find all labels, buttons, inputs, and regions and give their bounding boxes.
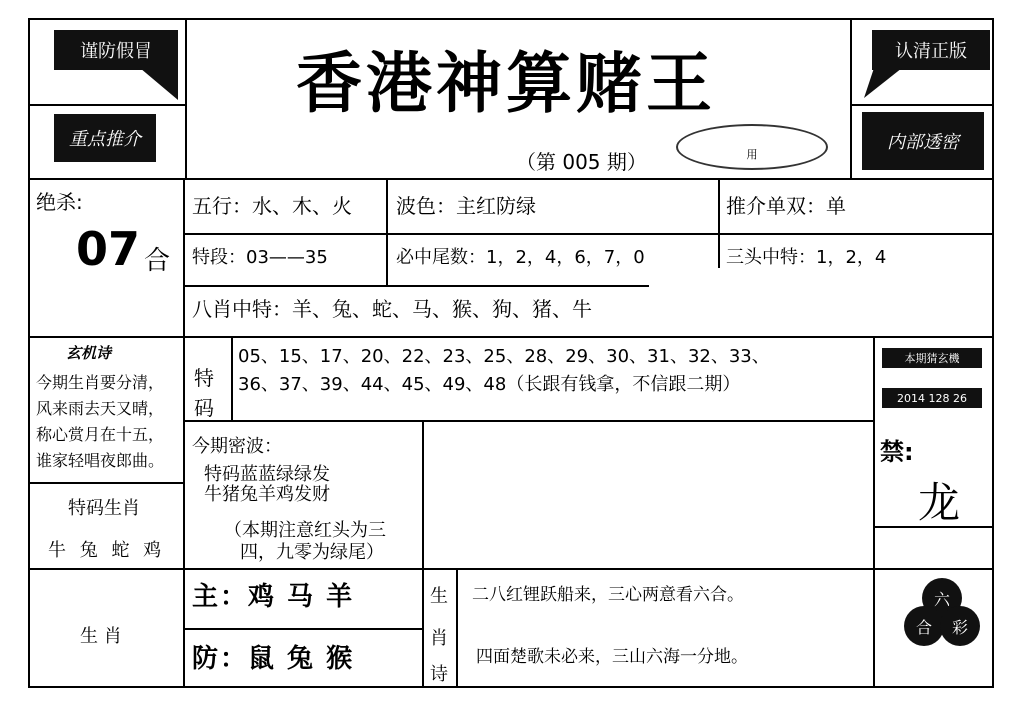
divider [28,568,994,570]
santou-text: 三头中特：1，2，4 [726,247,887,268]
label-right [862,112,984,170]
poem-line: 风来雨去天又晴， [36,399,165,418]
badge-right [872,30,990,70]
guess-date [882,388,982,408]
divider [185,18,187,178]
divider [28,336,994,338]
divider [183,285,649,287]
badge-left [54,30,178,70]
danshuang-text: 推介单双：单 [726,194,846,218]
speech-tail-icon [140,68,180,102]
weishu-text: 必中尾数：1，2，4，6，7，0 [396,247,645,268]
tema-shengxiao-title: 特码生肖 [68,498,140,519]
stamp-seal [676,124,828,170]
divider [850,18,852,178]
wuxing-text: 五行：水、木、火 [192,194,352,218]
badge-left-text: 谨防假冒 [80,41,152,62]
guess-label [882,348,982,368]
mibo-note: 四，九零为绿尾） [240,542,384,563]
stamp-text: 用 [746,148,758,161]
bose-text: 波色：主红防绿 [396,194,536,218]
tema-numbers: 36、37、39、44、45、49、48（长跟有钱拿，不信跟二期） [238,374,741,395]
divider [873,336,875,568]
poem-line: 今期生肖要分清， [36,373,165,392]
bottom-poem-line: 二八红锂跃船来，三心两意看六合。 [472,585,744,605]
poem-label: 生 [430,586,448,607]
poem-line: 谁家轻唱夜郎曲。 [36,451,165,470]
baxiao-text: 八肖中特：羊、兔、蛇、马、猴、狗、猪、牛 [192,297,592,321]
shengxiao-label: 生 肖 [80,626,122,647]
divider [28,104,185,106]
mibo-title: 今期密波： [192,436,282,457]
forbidden-label: 禁: [880,438,914,466]
forbidden-value: 龙 [918,478,961,527]
divider [183,178,185,338]
logo-char: 彩 [951,617,968,637]
poem-label: 诗 [430,664,448,685]
speech-tail-icon [864,68,904,100]
divider [718,178,720,268]
liuhecai-logo [900,578,986,662]
tema-label: 码 [194,396,214,420]
tema-numbers: 05、15、17、20、22、23、25、28、29、30、31、32、33、 [238,346,770,367]
label-left [54,114,156,162]
tema-shengxiao-items: 牛 兔 蛇 鸡 [48,540,166,561]
fang-text: 防：鼠 兔 猴 [192,644,355,674]
label-left-text: 重点推介 [69,129,141,150]
divider [183,336,185,688]
teduan-text: 特段：03——35 [192,247,328,268]
divider [28,482,183,484]
badge-right-text: 认清正版 [895,41,967,62]
divider [28,178,994,180]
issue-number: （第 005 期） [516,150,647,174]
divider [386,178,388,286]
bottom-poem-line: 四面楚歌未必来，三山六海一分地。 [476,647,748,667]
logo-char: 六 [933,589,950,609]
kill-suffix: 合 [144,246,171,276]
page-title: 香港神算赌王 [296,44,716,122]
divider [873,568,875,688]
divider [850,104,994,106]
mibo-line: 特码蓝蓝绿绿发 [204,464,330,485]
zhu-text: 主：鸡 马 羊 [192,582,355,612]
poem-line: 称心赏月在十五， [36,425,165,444]
mibo-note: （本期注意红头为三 [224,520,386,541]
tema-label: 特 [194,366,214,390]
logo-circle [904,606,944,646]
divider [183,420,875,422]
divider [183,628,422,630]
divider [456,568,458,688]
divider [231,336,233,420]
mibo-line: 牛猪兔羊鸡发财 [204,484,330,505]
guess-label-text: 本期猜玄機 [904,352,960,365]
poem-label: 肖 [430,628,448,649]
guess-date-text: 2014 128 26 [897,391,967,405]
label-right-text: 内部透密 [887,132,959,153]
kill-number: 07 [76,222,141,276]
divider [422,420,424,688]
logo-char: 合 [915,617,932,637]
kill-label: 绝杀: [36,190,83,214]
poem-title: 玄机诗 [66,344,112,362]
divider [183,233,994,235]
logo-circle [940,606,980,646]
